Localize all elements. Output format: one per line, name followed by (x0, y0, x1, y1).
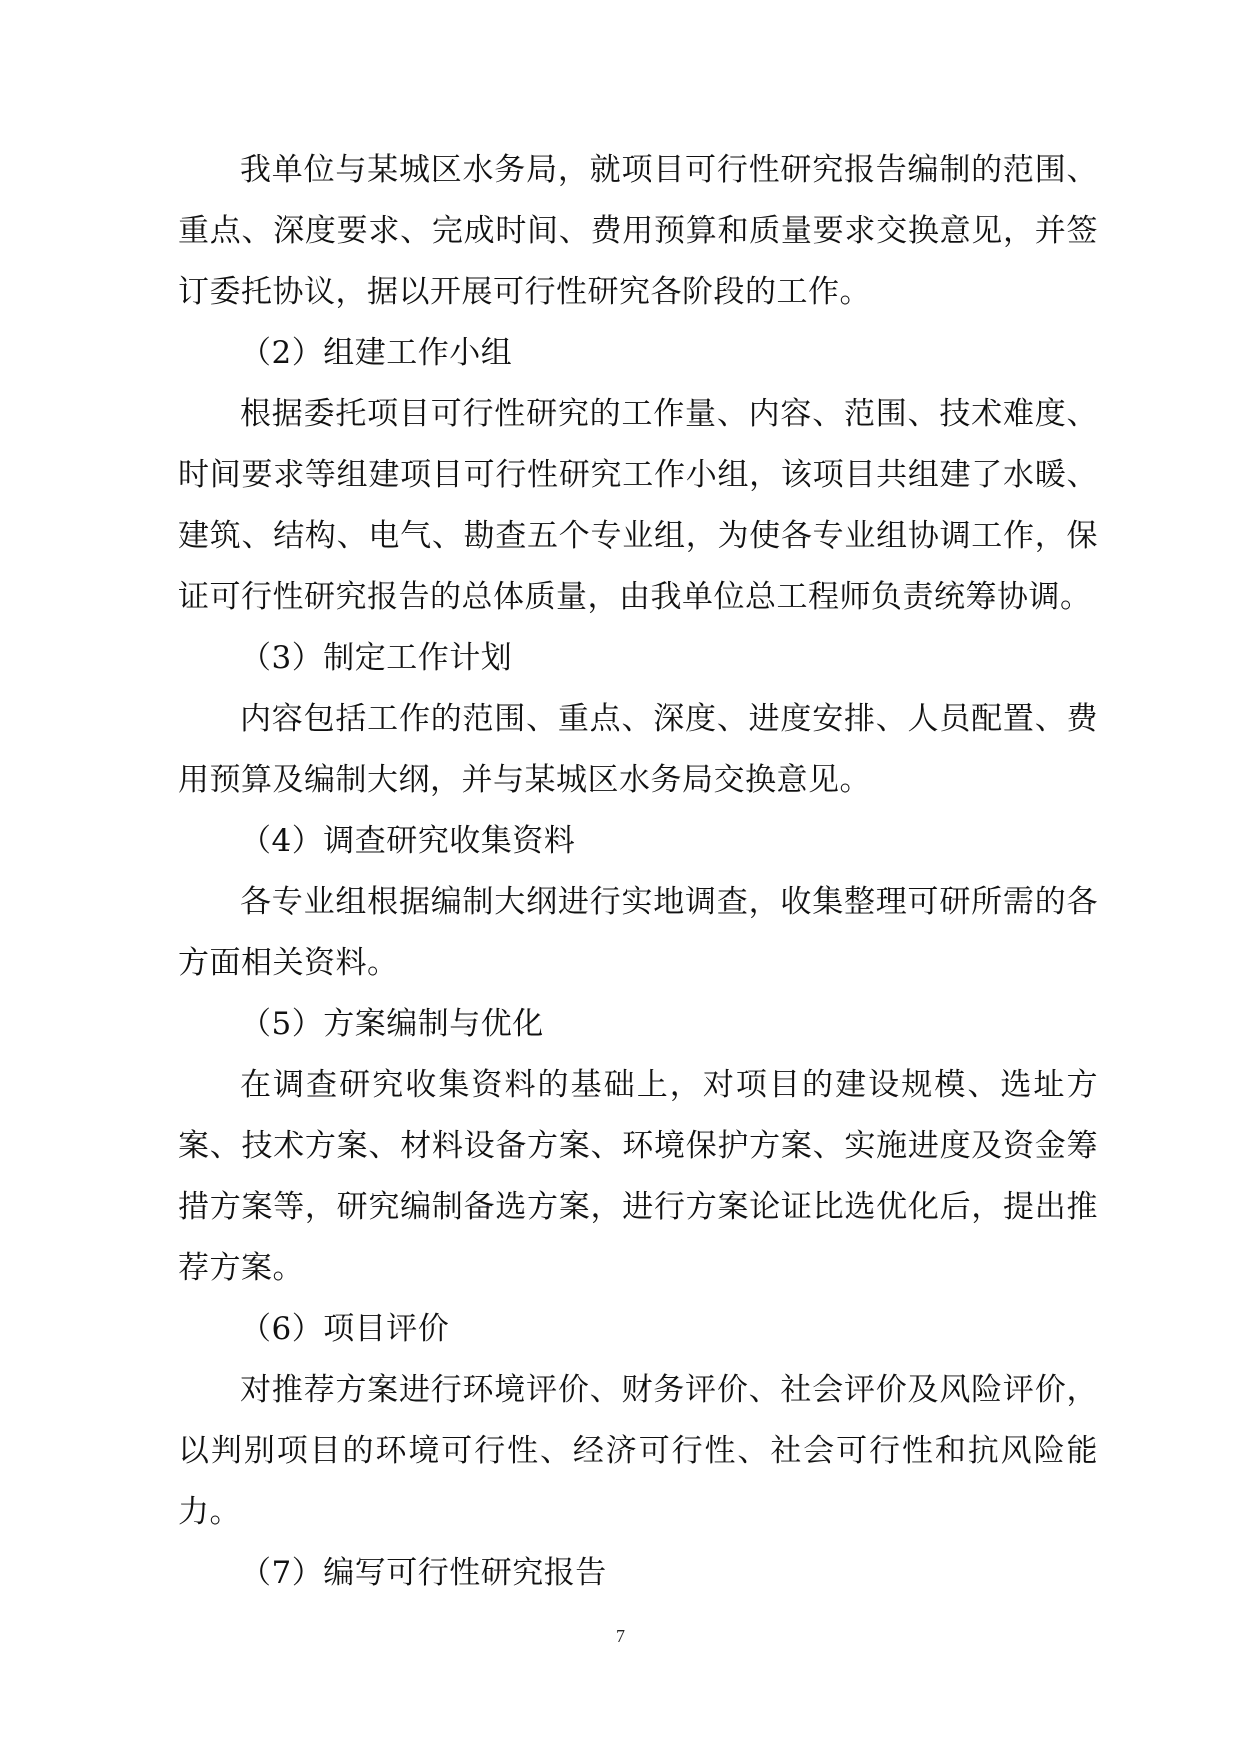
page-body (178, 140, 1098, 1604)
section-heading-form-team: （2）组建工作小组 (240, 335, 513, 371)
section-heading-project-evaluation: （6）项目评价 (240, 1311, 450, 1347)
paragraph-scheme-optimization: 在调查研究收集资料的基础上，对项目的建设规模、选址方案、技术方案、材料设备方案、环境保护方案、实施进度及资金筹措方案等，研究编制备选方案，进行方案论证比选优化后，提出推荐方案。 (178, 1067, 1098, 1286)
paragraph-work-plan: 内容包括工作的范围、重点、深度、进度安排、人员配置、费用预算及编制大纲，并与某城区水务局交换意见。 (178, 701, 1098, 798)
paragraph-project-evaluation: 对推荐方案进行环境评价、财务评价、社会评价及风险评价，以判别项目的环境可行性、经济可行性、社会可行性和抗风险能力。 (178, 1372, 1098, 1530)
paragraph-entrust-agreement: 我单位与某城区水务局，就项目可行性研究报告编制的范围、重点、深度要求、完成时间、费用预算和质量要求交换意见，并签订委托协议，据以开展可行性研究各阶段的工作。 (178, 152, 1098, 310)
section-heading-write-report: （7）编写可行性研究报告 (240, 1555, 607, 1591)
paragraph-investigation: 各专业组根据编制大纲进行实地调查，收集整理可研所需的各方面相关资料。 (178, 884, 1098, 981)
page-number: 7 (616, 1626, 625, 1646)
section-heading-investigation: （4）调查研究收集资料 (240, 823, 576, 859)
paragraph-form-team: 根据委托项目可行性研究的工作量、内容、范围、技术难度、时间要求等组建项目可行性研究工作小组，该项目共组建了水暖、建筑、结构、电气、勘查五个专业组，为使各专业组协调工作，保证可行性研究报告的总体质量，由我单位总工程师负责统筹协调。 (178, 396, 1098, 615)
section-heading-scheme-optimization: （5）方案编制与优化 (240, 1006, 544, 1042)
section-heading-work-plan: （3）制定工作计划 (240, 640, 513, 676)
